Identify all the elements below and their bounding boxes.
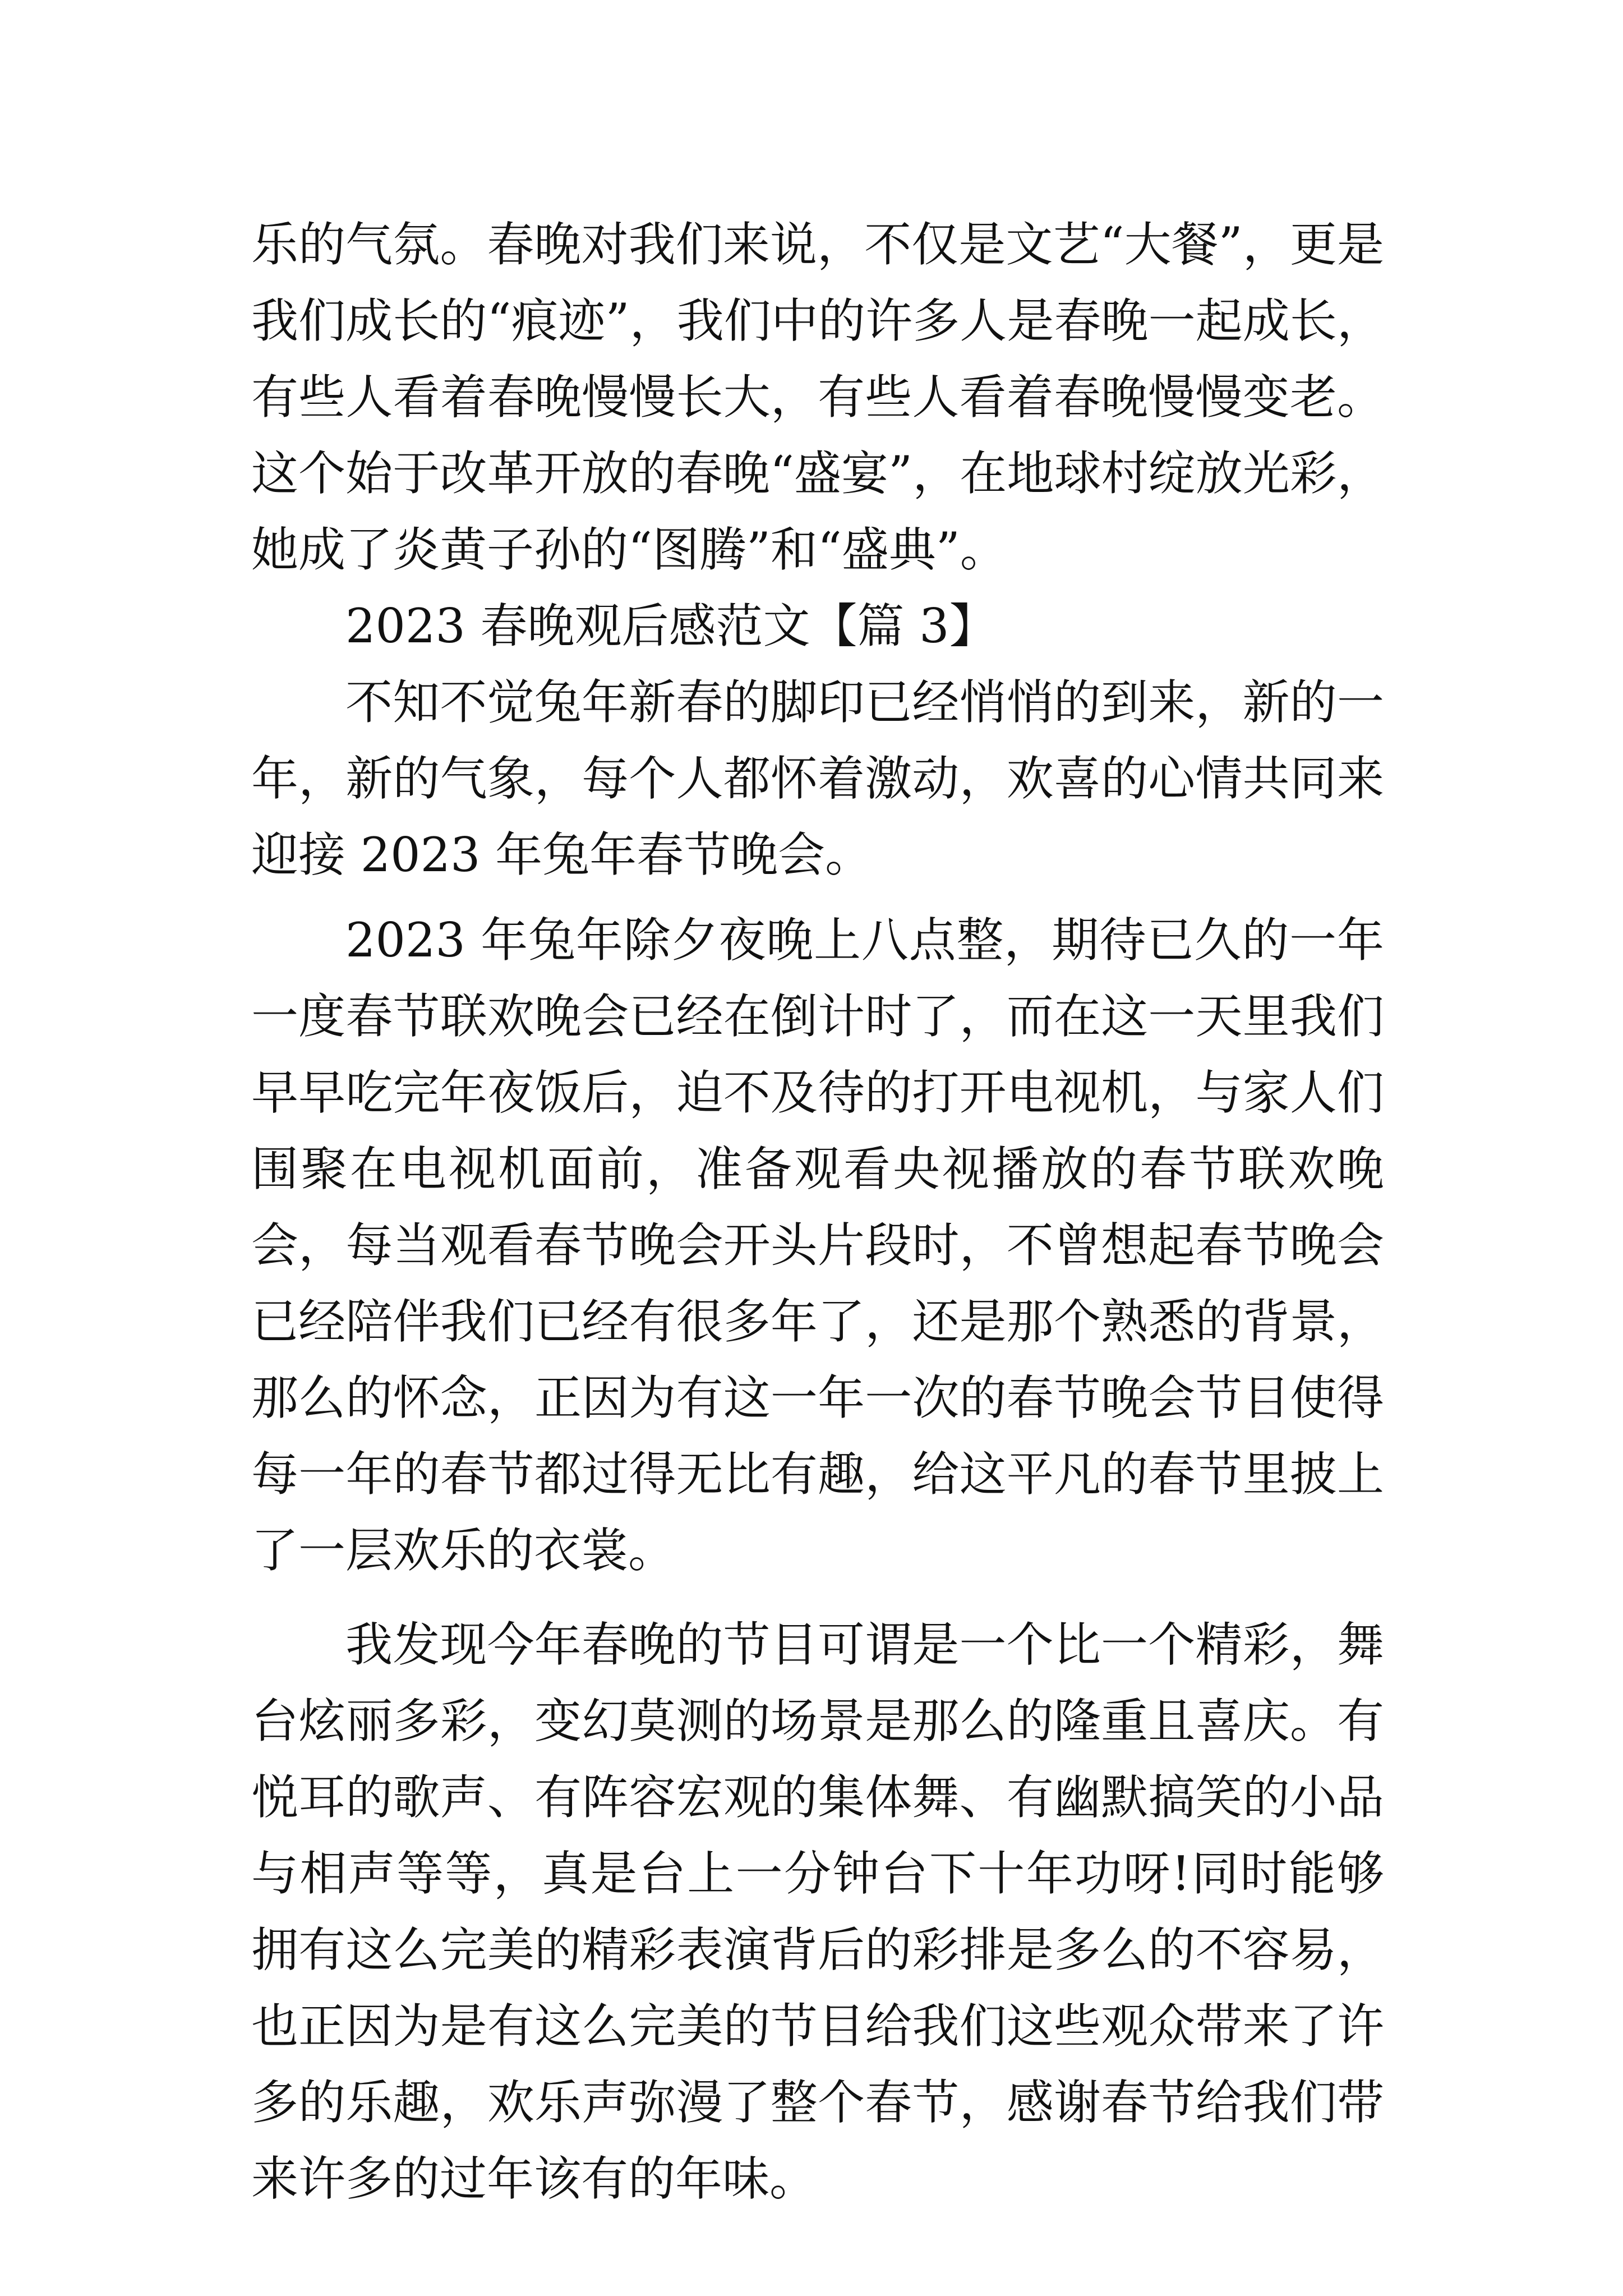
paragraph-performances: 我发现今年春晚的节目可谓是一个比一个精彩，舞台炫丽多彩，变幻莫测的场景是那么的隆重且喜庆。有悦耳的歌声、有阵容宏观的集体舞、有幽默搞笑的小品与相声等等，真是台上一分钟台下十年功呀!同时能够拥有这么完美的精彩表演背后的彩排是多么的不容易，也正因为是有这么完美的节目给我们这些观众带来了许多的乐趣，欢乐声弥漫了整个春节，感谢春节给我们带来许多的过年该有的年味。 (251, 1617, 1384, 2206)
document-body (251, 206, 1384, 2217)
section-heading: 2023 春晚观后感范文【篇 3】 (345, 599, 997, 654)
paragraph-continuation: 乐的气氛。春晚对我们来说，不仅是文艺“大餐”，更是我们成长的“痕迹”，我们中的许多人是春晚一起成长，有些人看着春晚慢慢长大，有些人看着春晚慢慢变老。这个始于改革开放的春晚“盛宴”，在地球村绽放光彩，她成了炎黄子孙的“图腾”和“盛典”。 (251, 217, 1384, 577)
paragraph-new-year-eve: 2023 年兔年除夕夜晚上八点整，期待已久的一年一度春节联欢晚会已经在倒计时了，而在这一天里我们早早吃完年夜饭后，迫不及待的打开电视机，与家人们围聚在电视机面前，准备观看央视播放的春节联欢晚会，每当观看春节晚会开头片段时，不曾想起春节晚会已经陪伴我们已经有很多年了，还是那个熟悉的背景，那么的怀念，正因为有这一年一次的春节晚会节目使得每一年的春节都过得无比有趣，给这平凡的春节里披上了一层欢乐的衣裳。 (251, 913, 1384, 1578)
paragraph-intro: 不知不觉兔年新春的脚印已经悄悄的到来，新的一年，新的气象，每个人都怀着激动，欢喜的心情共同来迎接 2023 年兔年春节晚会。 (251, 675, 1384, 882)
